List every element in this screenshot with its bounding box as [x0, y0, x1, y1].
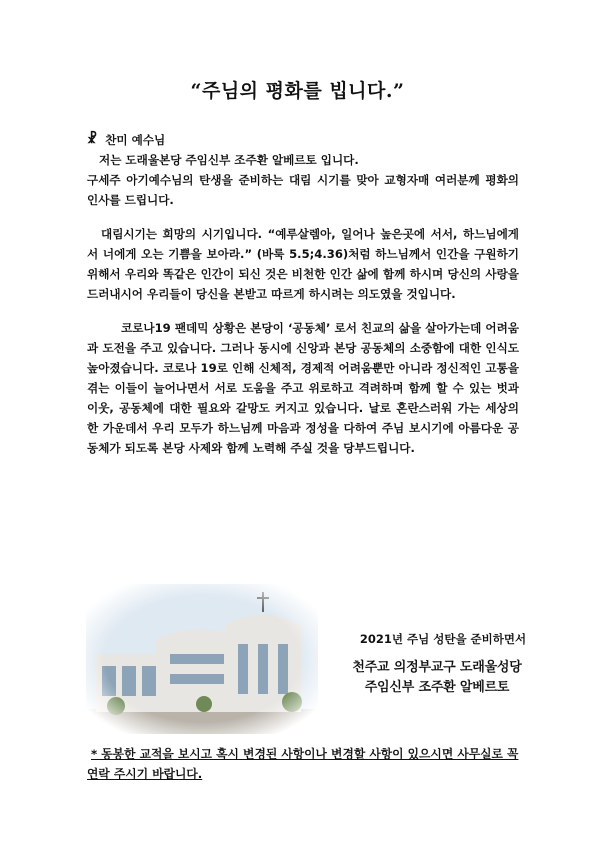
- signature-date-line: 2021년 주님 성탄을 준비하면서: [359, 632, 527, 646]
- greeting-text: 찬미 예수님: [105, 133, 166, 147]
- letter-title: “주님의 평화를 빕니다.”: [190, 80, 405, 102]
- church-photo: [86, 584, 318, 734]
- greeting-line: [87, 130, 519, 150]
- advent-greeting-paragraph: 구세주 아기예수님의 탄생을 준비하는 대림 시기를 맞아 교형자매 여러분께 평화의 인사를 드립니다.: [87, 173, 519, 207]
- office-contact-notice: * 동봉한 교적을 보시고 혹시 변경된 사항이나 변경할 사항이 있으시면 사무실로 꼭 연락 주시기 바랍니다.: [87, 747, 519, 781]
- signature-parish: 천주교 의정부교구 도래울성당: [352, 660, 522, 675]
- intro-paragraph: 저는 도래울본당 주임신부 조주환 알베르토 입니다.: [99, 153, 359, 167]
- signature-priest: 주임신부 조주환 알베르토: [364, 680, 510, 695]
- covid-community-paragraph: 코로나19 팬데믹 상황은 본당이 ‘공동체’ 로서 친교의 삶을 살아가는데 어려움과 도전을 주고 있습니다. 그러나 동시에 신앙과 본당 공동체의 소중함에 대한 인식도 높아졌습니다. 코로나 19로 인해 신체적, 경제적 어려움뿐만 아니라 정신적인 고통을 겪는 이들이 늘어나면서 서로 도움을 주고 위로하고 격려하며 함께 할 수 있는 벗과 이웃, 공동체에 대한 필요와 갈망도 커지고 있습니다. 날로 혼란스러워 가는 세상의 한 가운데서 우리 모두가 하느님께 마음과 정성을 다하여 주님 보시기에 아름다운 공동체가 되도록 본당 사제와 함께 노력해 주실 것을 당부드립니다.: [87, 321, 519, 455]
- church-building-photo-icon: [86, 584, 318, 734]
- letter-body: [87, 130, 519, 458]
- chi-rho-icon: ☧: [87, 132, 98, 147]
- advent-hope-paragraph: 대림시기는 희망의 시기입니다. “예루살렘아, 일어나 높은곳에 서서, 하느님에게서 너에게 오는 기쁨을 보아라.” (바룩 5.5;4.36)처럼 하느님께서 인간을 구원하기 위해서 우리와 똑같은 인간이 되신 것은 비천한 인간 삶에 함께 하시며 당신의 사랑을 드러내시어 우리들이 당신을 본받고 따르게 하시려는 의도였을 것입니다.: [87, 227, 519, 301]
